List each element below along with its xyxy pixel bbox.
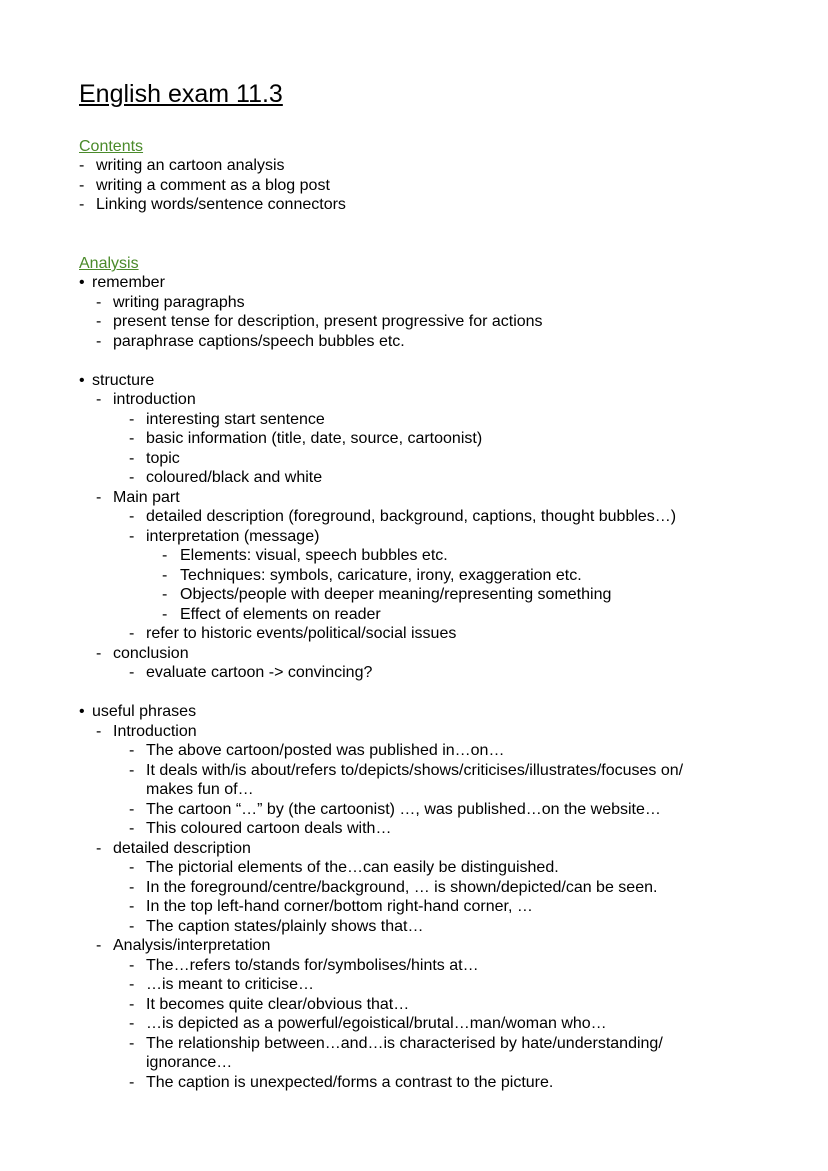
line-text: The cartoon “…” by (the cartoonist) …, was published…on the website… — [146, 800, 661, 818]
line-text: writing a comment as a blog post — [96, 176, 330, 194]
line-text: Linking words/sentence connectors — [96, 196, 346, 213]
dash-icon: - — [129, 761, 135, 779]
line-text: structure — [92, 371, 155, 389]
line-text: Objects/people with deeper meaning/representing something — [180, 586, 612, 603]
dash-icon: - — [129, 527, 135, 545]
line-text: writing paragraphs — [113, 293, 245, 311]
line-text: detailed description (foreground, background, captions, thought bubbles…) — [146, 508, 677, 525]
dash-icon: - — [129, 859, 135, 876]
dash-icon: - — [96, 488, 102, 506]
line-text: makes fun of… — [146, 781, 254, 798]
dash-icon: - — [162, 605, 168, 623]
document-title: English exam 11.3 — [79, 80, 283, 108]
line-text: interpretation (message) — [146, 527, 320, 545]
dash-icon: - — [129, 664, 135, 681]
line-text: useful phrases — [92, 703, 197, 720]
line-text: evaluate cartoon -> convincing? — [146, 664, 373, 681]
dash-icon: - — [129, 449, 135, 467]
dash-icon: - — [79, 196, 85, 213]
line-text: Elements: visual, speech bubbles etc. — [180, 547, 448, 564]
line-text: coloured/black and white — [146, 469, 323, 486]
dash-icon: - — [96, 722, 102, 740]
line-text: Analysis/interpretation — [113, 937, 271, 954]
dash-icon: - — [129, 820, 135, 837]
dash-icon: - — [129, 1034, 135, 1052]
line-text: topic — [146, 449, 180, 467]
line-text: The caption states/plainly shows that… — [146, 917, 424, 935]
line-text: …is depicted as a powerful/egoistical/brutal…man/woman who… — [146, 1015, 607, 1032]
dash-icon: - — [96, 332, 102, 350]
line-text: It becomes quite clear/obvious that… — [146, 995, 410, 1013]
dash-icon: - — [79, 157, 85, 174]
line-text: present tense for description, present progressive for actions — [113, 313, 543, 330]
line-text: The caption is unexpected/forms a contrast to the picture. — [146, 1073, 554, 1091]
analysis-heading: Analysis — [79, 255, 139, 272]
line-text: writing an cartoon analysis — [96, 157, 285, 174]
dash-icon: - — [96, 391, 102, 408]
dash-icon: - — [129, 508, 135, 525]
line-text: Effect of elements on reader — [180, 605, 381, 623]
line-text: In the foreground/centre/background, … is shown/depicted/can be seen. — [146, 878, 658, 896]
line-text: conclusion — [113, 644, 189, 662]
line-text: Introduction — [113, 722, 197, 740]
dash-icon: - — [79, 176, 85, 194]
dash-icon: - — [129, 410, 135, 428]
line-text: This coloured cartoon deals with… — [146, 820, 392, 837]
dash-icon: - — [129, 976, 135, 993]
line-text: Techniques: symbols, caricature, irony, exaggeration etc. — [180, 566, 582, 584]
dash-icon: - — [162, 586, 168, 603]
dash-icon: - — [129, 800, 135, 818]
dash-icon: - — [129, 995, 135, 1013]
dash-icon: - — [129, 1073, 135, 1091]
line-text: It deals with/is about/refers to/depicts/shows/criticises/illustrates/focuses on/ — [146, 761, 684, 779]
dash-icon: - — [129, 625, 135, 642]
dash-icon: - — [162, 566, 168, 584]
dash-icon: - — [129, 878, 135, 896]
dash-icon: - — [96, 644, 102, 662]
line-text: The…refers to/stands for/symbolises/hints at… — [146, 956, 479, 974]
line-text: …is meant to criticise… — [146, 976, 315, 993]
line-text: The relationship between…and…is characterised by hate/understanding/ — [146, 1034, 663, 1052]
dash-icon: - — [129, 917, 135, 935]
line-text: refer to historic events/political/social issues — [146, 625, 457, 642]
dash-icon: - — [162, 547, 168, 564]
bullet-icon: • — [79, 371, 85, 389]
line-text: The above cartoon/posted was published in…on… — [146, 742, 505, 759]
line-text: basic information (title, date, source, cartoonist) — [146, 430, 483, 447]
line-text: In the top left-hand corner/bottom right-hand corner, … — [146, 898, 533, 915]
line-text: interesting start sentence — [146, 410, 325, 428]
dash-icon: - — [129, 430, 135, 447]
dash-icon: - — [129, 469, 135, 486]
line-text: The pictorial elements of the…can easily be distinguished. — [146, 859, 559, 876]
bullet-icon: • — [79, 274, 85, 291]
line-text: detailed description — [113, 839, 251, 857]
dash-icon: - — [96, 839, 102, 857]
dash-icon: - — [96, 937, 102, 954]
dash-icon: - — [96, 313, 102, 330]
line-text: paraphrase captions/speech bubbles etc. — [113, 332, 405, 350]
dash-icon: - — [96, 293, 102, 311]
bullet-icon: • — [79, 703, 85, 720]
dash-icon: - — [129, 898, 135, 915]
dash-icon: - — [129, 956, 135, 974]
contents-heading: Contents — [79, 138, 144, 155]
line-text: Main part — [113, 488, 180, 506]
dash-icon: - — [129, 1015, 135, 1032]
line-text: introduction — [113, 391, 196, 408]
line-text: ignorance… — [146, 1054, 233, 1071]
dash-icon: - — [129, 742, 135, 759]
line-text: remember — [92, 274, 165, 291]
